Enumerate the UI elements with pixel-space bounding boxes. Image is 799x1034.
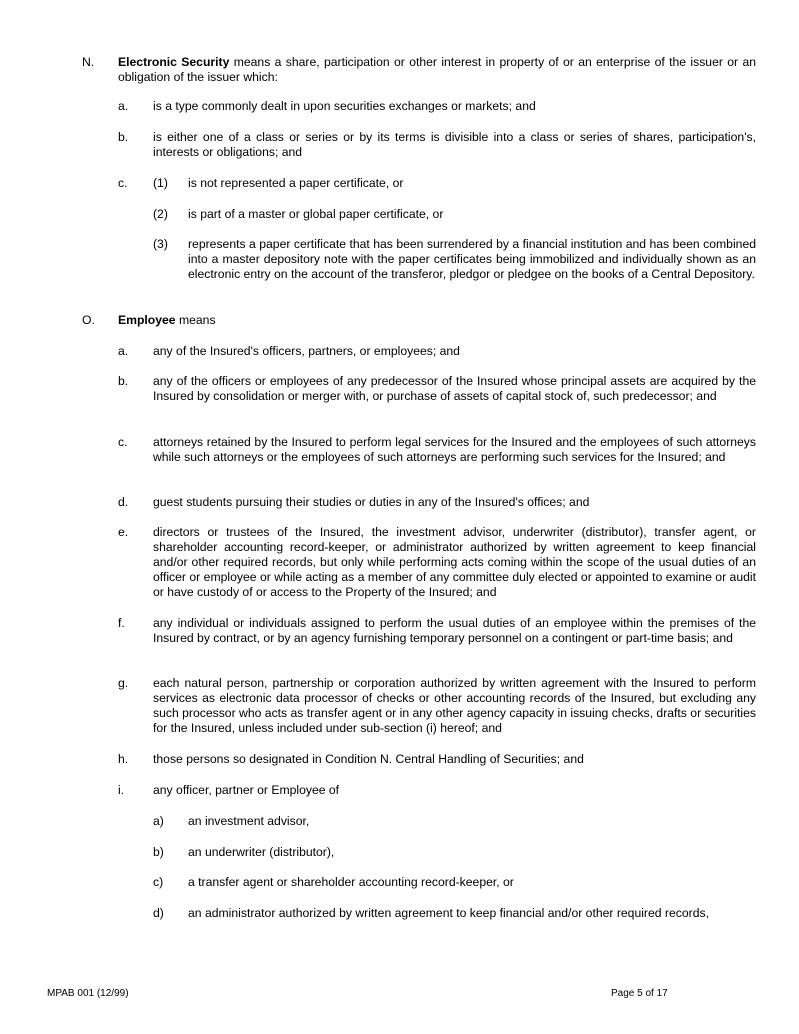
section-o-subitem-b-text: an underwriter (distributor),: [188, 845, 335, 859]
section-n-subitem-1-text: is not represented a paper certificate, or: [188, 176, 404, 190]
section-n-term: Electronic Security: [118, 55, 230, 69]
section-o-item-c-text: attorneys retained by the Insured to perform legal services for the Insured and the employees of such attorneys while such attorneys or the employees of such attorneys are performing such services for the Insured; and: [153, 435, 756, 464]
section-n-item-c-marker: c.: [118, 176, 128, 190]
section-o-term: Employee: [118, 313, 176, 327]
footer-page-number: Page 5 of 17: [611, 988, 668, 999]
section-o-marker: O.: [82, 313, 95, 327]
section-o-item-e-text: directors or trustees of the Insured, the investment advisor, underwriter (distributor), transfer agent, or shareholder accounting record-keeper, or administrator authorized by written agreement to keep financial and/or other required records, but only while performing acts coming within the scope of the usual duties of an officer or employee or while acting as a member of any committee duly elected or appointed to examine or audit or have custody of or access to the Property of the Insured; and: [153, 525, 756, 599]
section-n-subitem-2-text: is part of a master or global paper certificate, or: [188, 207, 444, 221]
section-o-item-i-text: any officer, partner or Employee of: [153, 783, 340, 797]
section-n-item-a-text: is a type commonly dealt in upon securities exchanges or markets; and: [153, 99, 536, 113]
section-o-subitem-c-text: a transfer agent or shareholder accounting record-keeper, or: [188, 875, 514, 889]
section-o-item-i-marker: i.: [118, 783, 125, 797]
section-o-item-b-text: any of the officers or employees of any predecessor of the Insured whose principal assets are acquired by the Insured by consolidation or merger with, or purchase of assets of capital stock of, such predecessor; and: [153, 374, 756, 403]
section-o-subitem-b-marker: b): [153, 845, 164, 859]
section-o-item-g-marker: g.: [118, 676, 129, 690]
section-o-subitem-d-marker: d): [153, 906, 164, 920]
section-n-subitem-3-text: represents a paper certificate that has been surrendered by a financial institution and has been combined into a master depository note with the paper certificates being immobilized and individually shown as an electronic entry on the account of the transferor, pledgor or pledgee on the books of a Central Depository.: [188, 237, 756, 281]
footer-form-id: MPAB 001 (12/99): [47, 988, 129, 999]
section-o-definition: [118, 313, 756, 328]
section-o-subitem-a-text: an investment advisor,: [188, 814, 310, 828]
section-o-item-f-text: any individual or individuals assigned to perform the usual duties of an employee within the premises of the Insured by contract, or by an agency furnishing temporary personnel on a contingent or part-time basis; and: [153, 616, 756, 645]
section-n-subitem-2-marker: (2): [153, 207, 168, 221]
section-o-item-e-marker: e.: [118, 525, 129, 539]
section-n-definition: [118, 55, 756, 85]
section-n-item-b-marker: b.: [118, 130, 129, 144]
section-o-item-d-text: guest students pursuing their studies or duties in any of the Insured's offices; and: [153, 495, 590, 509]
section-n-subitem-1-marker: (1): [153, 176, 168, 190]
section-n-item-a-marker: a.: [118, 99, 129, 113]
section-o-item-f-marker: f.: [118, 616, 125, 630]
section-o-item-a-marker: a.: [118, 344, 129, 358]
section-o-item-h-text: those persons so designated in Condition N. Central Handling of Securities; and: [153, 752, 584, 766]
section-o-item-h-marker: h.: [118, 752, 129, 766]
section-o-subitem-d-text: an administrator authorized by written agreement to keep financial and/or other required records,: [188, 906, 709, 920]
section-o-item-c-marker: c.: [118, 435, 128, 449]
section-n-subitem-3-marker: (3): [153, 237, 168, 251]
section-o-text: means: [175, 313, 216, 327]
section-n-marker: N.: [82, 55, 95, 69]
section-o-subitem-c-marker: c): [153, 875, 164, 889]
section-o-item-d-marker: d.: [118, 495, 129, 509]
section-o-item-b-marker: b.: [118, 374, 129, 388]
section-o-item-g-text: each natural person, partnership or corporation authorized by written agreement with the Insured to perform services as electronic data processor of checks or other accounting records of the Insured, but excluding any such processor who acts as transfer agent or in any other agency capacity in issuing checks, drafts or securities for the Insured, unless included under sub-section (i) hereof; and: [153, 676, 756, 735]
section-o-subitem-a-marker: a): [153, 814, 164, 828]
section-n-text: means a share, participation or other interest in property of or an enterprise of the issuer or an obligation of the issuer which:: [118, 55, 756, 84]
section-n-item-b-text: is either one of a class or series or by its terms is divisible into a class or series of shares, participation's, interests or obligations; and: [153, 130, 756, 159]
section-o-item-a-text: any of the Insured's officers, partners, or employees; and: [153, 344, 460, 358]
